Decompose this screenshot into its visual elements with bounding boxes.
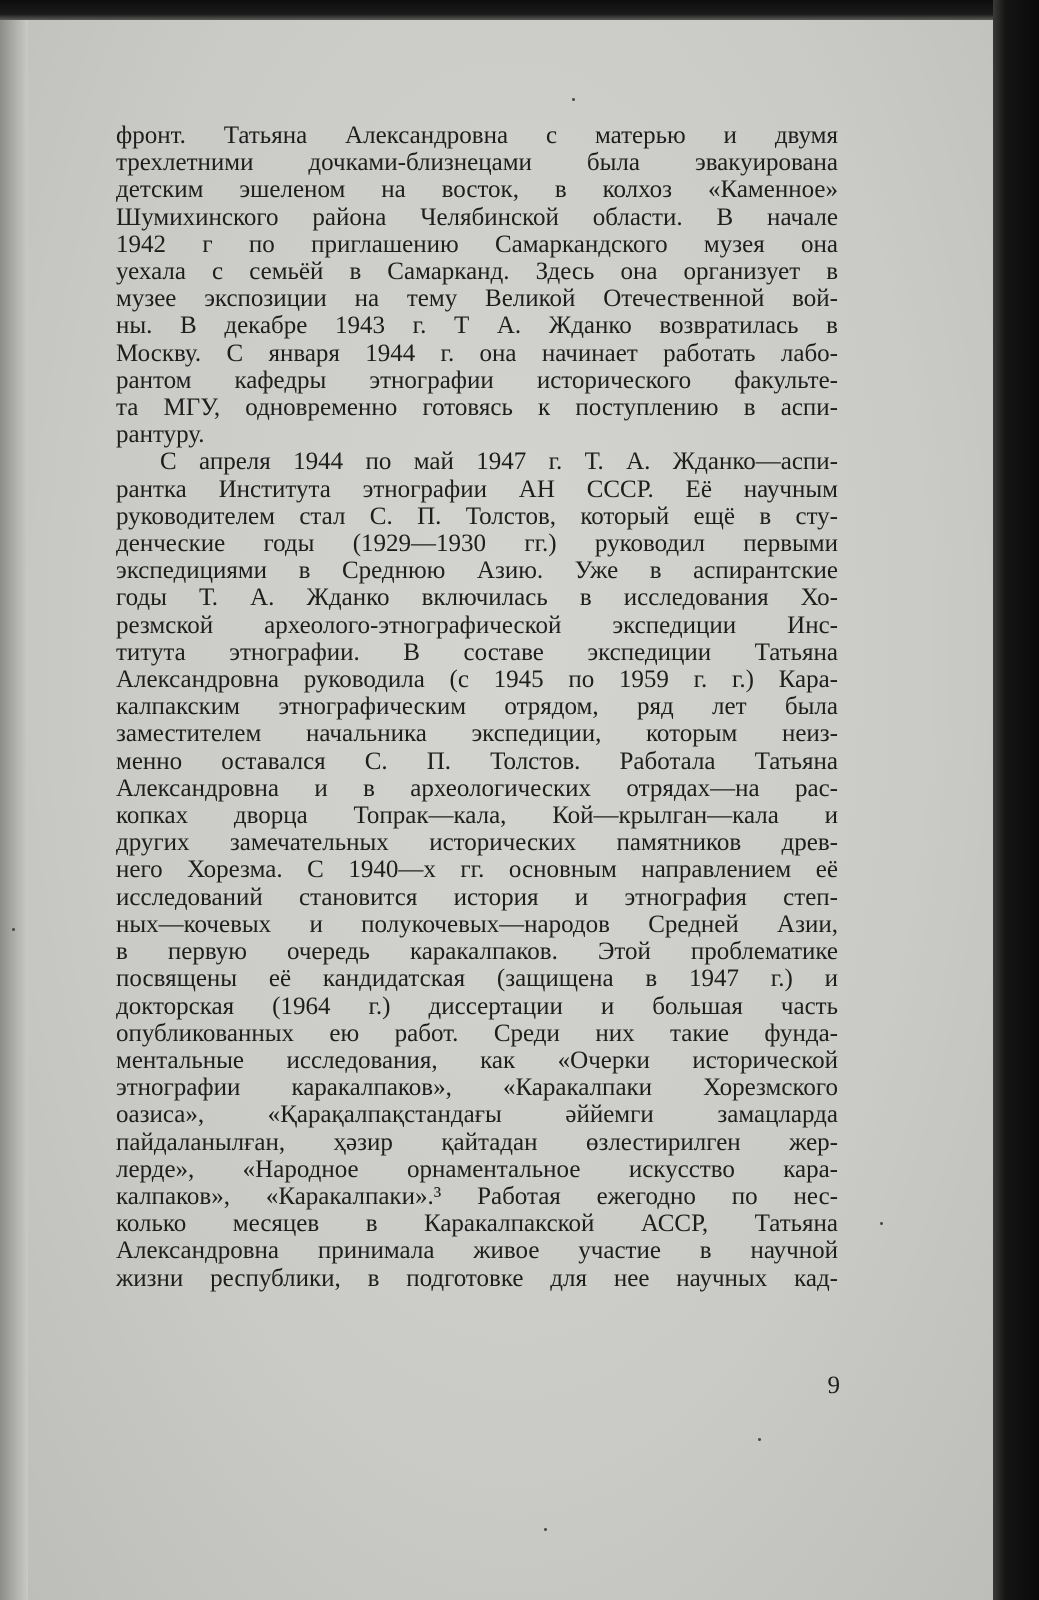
text-line: опубликованных ею работ. Среди них такие фунда-	[116, 1019, 838, 1047]
page-number: 9	[827, 1372, 840, 1399]
text-line: Александровна и в археологических отрядах—на рас-	[116, 774, 838, 802]
text-line: этнографии каракалпаков», «Каракалпаки Хорезмского	[116, 1074, 838, 1102]
text-line: С апреля 1944 по май 1947 г. Т. А. Жданко—аспи-	[160, 448, 838, 476]
text-line: Александровна принимала живое участие в научной	[116, 1237, 838, 1265]
text-line: посвящены её кандидатская (защищена в 1947 г.) и	[116, 965, 838, 993]
scan-speck	[572, 98, 575, 101]
text-line: ны. В декабре 1943 г. Т А. Жданко возвратилась в	[116, 312, 838, 340]
text-line: рантом кафедры этнографии исторического факульте-	[116, 366, 838, 394]
text-line: пайдаланылған, ҳәзир қайтадан өзлестирилген жер-	[116, 1128, 838, 1156]
text-line: рантуру.	[116, 421, 205, 449]
text-line: исследований становится история и этнография степ-	[116, 883, 838, 911]
text-line: годы Т. А. Жданко включилась в исследования Хо-	[116, 584, 838, 612]
text-line: в первую очередь каракалпаков. Этой проблематике	[116, 938, 838, 966]
right-shadow-edge	[993, 0, 1039, 1600]
text-line: лерде», «Народное орнаментальное искусство кара-	[116, 1155, 838, 1183]
text-line: других замечательных исторических памятников древ-	[116, 829, 838, 857]
text-line: руководителем стал С. П. Толстов, который ещё в сту-	[116, 502, 838, 530]
text-line: экспедициями в Среднюю Азию. Уже в аспирантские	[116, 557, 838, 585]
scan-speck	[758, 1438, 761, 1441]
text-line: Александровна руководила (с 1945 по 1959 г. г.) Кара-	[116, 666, 838, 694]
left-page-edge	[0, 20, 28, 1600]
scan-speck	[12, 928, 15, 931]
scan-speck	[544, 1528, 547, 1531]
text-line: та МГУ, одновременно готовясь к поступлению в аспи-	[116, 394, 838, 422]
text-line: ных—кочевых и полукочевых—народов Средней Азии,	[116, 910, 838, 938]
text-line: колько месяцев в Каракалпакской АССР, Татьяна	[116, 1210, 838, 1238]
top-shadow-edge	[0, 0, 1039, 20]
text-line: трехлетними дочками-близнецами была эвакуирована	[116, 149, 838, 177]
text-line: рантка Института этнографии АН СССР. Её научным	[116, 475, 838, 503]
text-line: уехала с семьёй в Самарканд. Здесь она организует в	[116, 258, 838, 286]
text-line: 1942 г по приглашению Самаркандского музея она	[116, 230, 838, 258]
text-line: Шумихинского района Челябинской области. В начале	[116, 203, 838, 231]
scan-speck	[880, 1222, 883, 1225]
text-line: заместителем начальника экспедиции, которым неиз-	[116, 720, 838, 748]
text-line: калпаков», «Каракалпаки».³ Работая ежегодно по нес-	[116, 1182, 838, 1210]
text-line: фронт. Татьяна Александровна с матерью и двумя	[116, 122, 838, 149]
text-line: детским эшеленом на восток, в колхоз «Каменное»	[116, 176, 838, 204]
text-line: Москву. С января 1944 г. она начинает работать лабо-	[116, 339, 838, 367]
text-line: менно оставался С. П. Толстов. Работала Татьяна	[116, 747, 838, 775]
text-line: резмской археолого-этнографической экспедиции Инс-	[116, 611, 838, 639]
text-line: жизни республики, в подготовке для нее научных кад-	[116, 1264, 838, 1292]
text-line: ментальные исследования, как «Очерки исторической	[116, 1046, 838, 1074]
text-line: титута этнографии. В составе экспедиции Татьяна	[116, 638, 838, 666]
text-line: денческие годы (1929—1930 гг.) руководил первыми	[116, 530, 838, 558]
text-line: него Хорезма. С 1940—х гг. основным направлением её	[116, 856, 838, 884]
text-line: калпакским этнографическим отрядом, ряд лет была	[116, 693, 838, 721]
text-line: копках дворца Топрак—кала, Кой—крылган—кала и	[116, 802, 838, 830]
text-line: музее экспозиции на тему Великой Отечественной вой-	[116, 285, 838, 313]
text-line: докторская (1964 г.) диссертации и большая часть	[116, 992, 838, 1020]
text-line: оазиса», «Қарақалпақстандағы әййемги замацларда	[116, 1101, 838, 1129]
body-text	[116, 122, 838, 1292]
